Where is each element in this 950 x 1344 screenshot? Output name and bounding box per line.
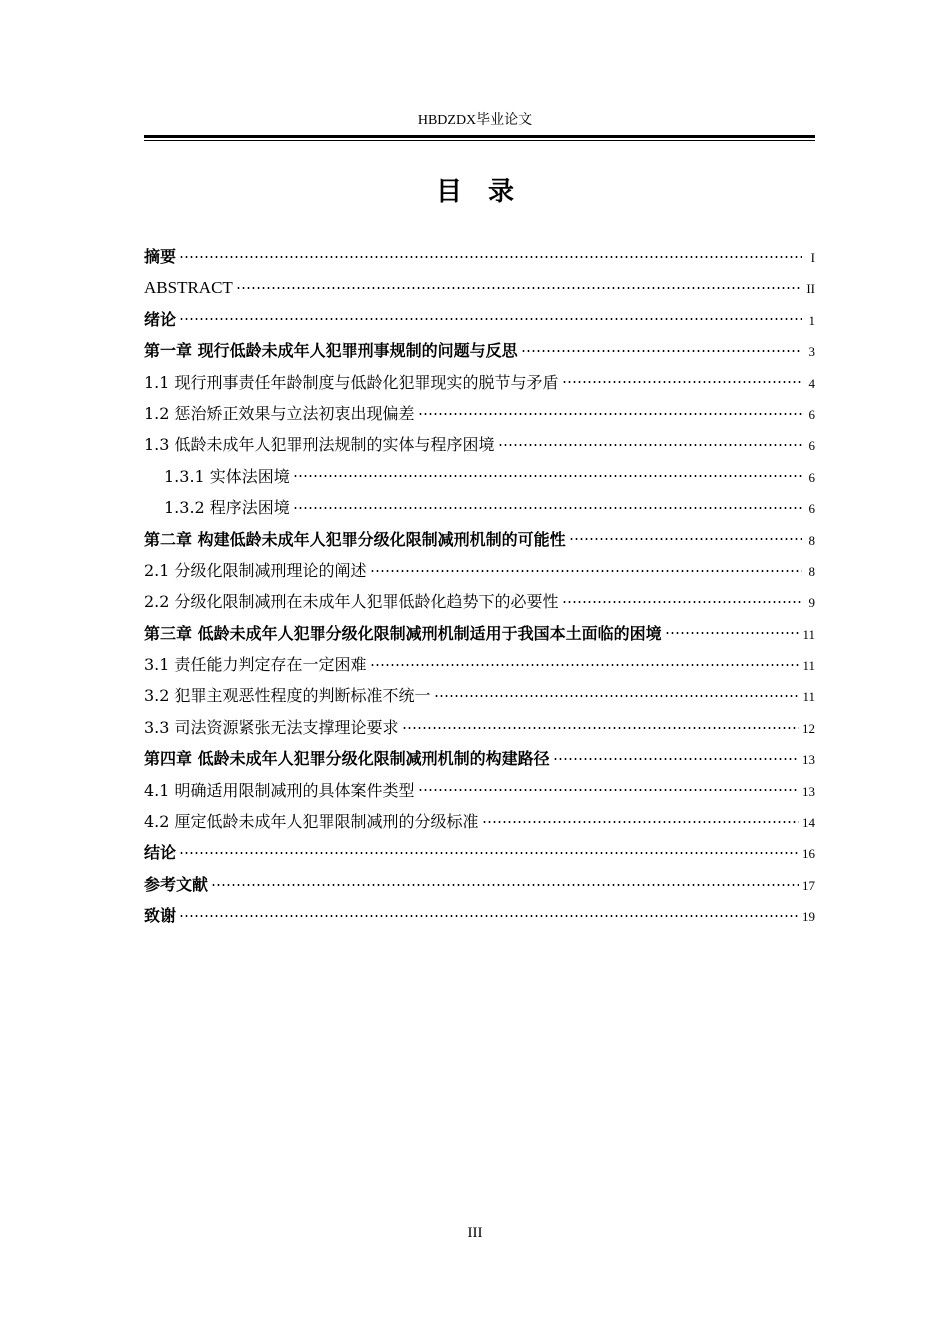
toc-entry-label: 参考文献 bbox=[144, 874, 209, 894]
toc-entry-label: 第一章 现行低龄未成年人犯罪刑事规制的问题与反思 bbox=[144, 341, 518, 361]
toc-entry[interactable] bbox=[144, 555, 815, 586]
toc-entry[interactable] bbox=[144, 837, 815, 868]
toc-entry-label: 3.3 司法资源紧张无法支撑理论要求 bbox=[144, 717, 399, 737]
toc-entry[interactable] bbox=[144, 680, 815, 711]
toc-dot-leader bbox=[521, 346, 802, 356]
toc-entry-label: 第二章 构建低龄未成年人犯罪分级化限制减刑机制的可能性 bbox=[144, 529, 566, 549]
header-rule-thick bbox=[144, 135, 815, 138]
toc-entry-page: 4 bbox=[808, 375, 815, 391]
toc-entry-label: 绪论 bbox=[144, 309, 177, 329]
toc-entry-page: 9 bbox=[808, 595, 815, 611]
toc-entry-label: ABSTRACT bbox=[144, 278, 233, 298]
toc-entry-page: 8 bbox=[808, 563, 815, 579]
toc-entry[interactable] bbox=[144, 398, 815, 429]
toc-dot-leader bbox=[211, 880, 799, 890]
toc-dot-leader bbox=[498, 440, 802, 450]
toc-dot-leader bbox=[562, 377, 802, 387]
toc-entry-label: 摘要 bbox=[144, 247, 177, 266]
toc-entry[interactable] bbox=[144, 586, 815, 617]
toc-entry[interactable] bbox=[144, 241, 815, 272]
toc-entry-label: 3.2 犯罪主观恶性程度的判断标准不统一 bbox=[144, 686, 431, 706]
toc-entry-label: 结论 bbox=[144, 843, 177, 863]
toc-dot-leader bbox=[402, 723, 799, 733]
toc-entry-page: 1 bbox=[808, 312, 815, 328]
toc-dot-leader bbox=[236, 283, 802, 293]
toc-dot-leader bbox=[569, 534, 802, 544]
toc-entry[interactable] bbox=[144, 335, 815, 366]
toc-entry[interactable] bbox=[144, 304, 815, 335]
toc-dot-leader bbox=[418, 785, 799, 795]
toc-entry[interactable] bbox=[144, 775, 815, 806]
toc-entry-page: 6 bbox=[808, 469, 815, 485]
toc-entry-page: 11 bbox=[802, 626, 815, 642]
toc-dot-leader bbox=[665, 628, 800, 638]
running-header: HBDZDX毕业论文 bbox=[417, 113, 533, 128]
toc-entry-label: 第四章 低龄未成年人犯罪分级化限制减刑机制的构建路径 bbox=[144, 749, 550, 769]
toc-entry[interactable] bbox=[144, 272, 815, 303]
table-of-contents bbox=[144, 241, 815, 932]
toc-entry-label: 1.3.2 程序法困境 bbox=[164, 498, 290, 518]
toc-dot-leader bbox=[482, 817, 799, 827]
page-number: III bbox=[467, 1225, 483, 1241]
toc-dot-leader bbox=[370, 566, 802, 576]
toc-dot-leader bbox=[179, 314, 802, 324]
toc-entry-label: 3.1 责任能力判定存在一定困难 bbox=[144, 655, 367, 675]
toc-entry-page: 19 bbox=[802, 909, 815, 925]
toc-entry-page: 6 bbox=[808, 501, 815, 517]
toc-entry[interactable] bbox=[144, 869, 815, 900]
toc-entry-page: 3 bbox=[808, 344, 815, 360]
toc-entry[interactable] bbox=[144, 429, 815, 460]
toc-dot-leader bbox=[293, 471, 802, 481]
toc-entry-label: 1.3 低龄未成年人犯罪刑法规制的实体与程序困境 bbox=[144, 435, 495, 455]
toc-entry-label: 1.3.1 实体法困境 bbox=[164, 466, 290, 486]
toc-entry[interactable] bbox=[144, 618, 815, 649]
toc-dot-leader bbox=[293, 503, 802, 513]
toc-entry-page: 16 bbox=[802, 846, 815, 862]
toc-entry-label: 1.2 惩治矫正效果与立法初衷出现偏差 bbox=[144, 403, 415, 423]
toc-entry-page: 11 bbox=[802, 658, 815, 674]
toc-entry-label: 1.1 现行刑事责任年龄制度与低龄化犯罪现实的脱节与矛盾 bbox=[144, 372, 559, 392]
toc-dot-leader bbox=[418, 409, 802, 419]
toc-entry[interactable] bbox=[144, 524, 815, 555]
toc-dot-leader bbox=[562, 597, 802, 607]
toc-entry-page: 17 bbox=[802, 877, 815, 893]
toc-dot-leader bbox=[179, 848, 799, 858]
toc-entry-page: 6 bbox=[808, 438, 815, 454]
toc-entry-label: 第三章 低龄未成年人犯罪分级化限制减刑机制适用于我国本土面临的困境 bbox=[144, 623, 662, 643]
toc-entry[interactable] bbox=[144, 806, 815, 837]
toc-entry-label: 2.2 分级化限制减刑在未成年人犯罪低龄化趋势下的必要性 bbox=[144, 592, 559, 612]
toc-entry-page: I bbox=[810, 250, 815, 265]
toc-entry-label: 4.2 厘定低龄未成年人犯罪限制减刑的分级标准 bbox=[144, 812, 479, 832]
toc-entry-label: 致谢 bbox=[144, 906, 177, 926]
toc-entry[interactable] bbox=[144, 367, 815, 398]
toc-entry[interactable] bbox=[144, 649, 815, 680]
header-rule-thin bbox=[144, 140, 815, 141]
toc-entry-page: 11 bbox=[802, 689, 815, 705]
toc-entry-label: 2.1 分级化限制减刑理论的阐述 bbox=[144, 560, 367, 580]
toc-entry[interactable] bbox=[144, 492, 815, 523]
toc-dot-leader bbox=[370, 660, 800, 670]
toc-entry-page: 12 bbox=[802, 720, 815, 736]
toc-dot-leader bbox=[179, 911, 799, 921]
toc-entry[interactable] bbox=[144, 712, 815, 743]
page-title: 目录 bbox=[435, 177, 540, 207]
toc-entry[interactable] bbox=[144, 461, 815, 492]
toc-dot-leader bbox=[553, 754, 799, 764]
toc-dot-leader bbox=[434, 691, 800, 701]
toc-entry[interactable] bbox=[144, 743, 815, 774]
toc-entry-page: 13 bbox=[802, 752, 815, 768]
toc-entry-page: 13 bbox=[802, 783, 815, 799]
toc-entry-label: 4.1 明确适用限制减刑的具体案件类型 bbox=[144, 780, 415, 800]
toc-entry-page: 6 bbox=[808, 406, 815, 422]
toc-entry-page: 14 bbox=[802, 815, 815, 831]
toc-entry[interactable] bbox=[144, 900, 815, 931]
toc-entry-page: 8 bbox=[808, 532, 815, 548]
toc-entry-page: II bbox=[806, 281, 815, 297]
toc-dot-leader bbox=[179, 252, 802, 262]
